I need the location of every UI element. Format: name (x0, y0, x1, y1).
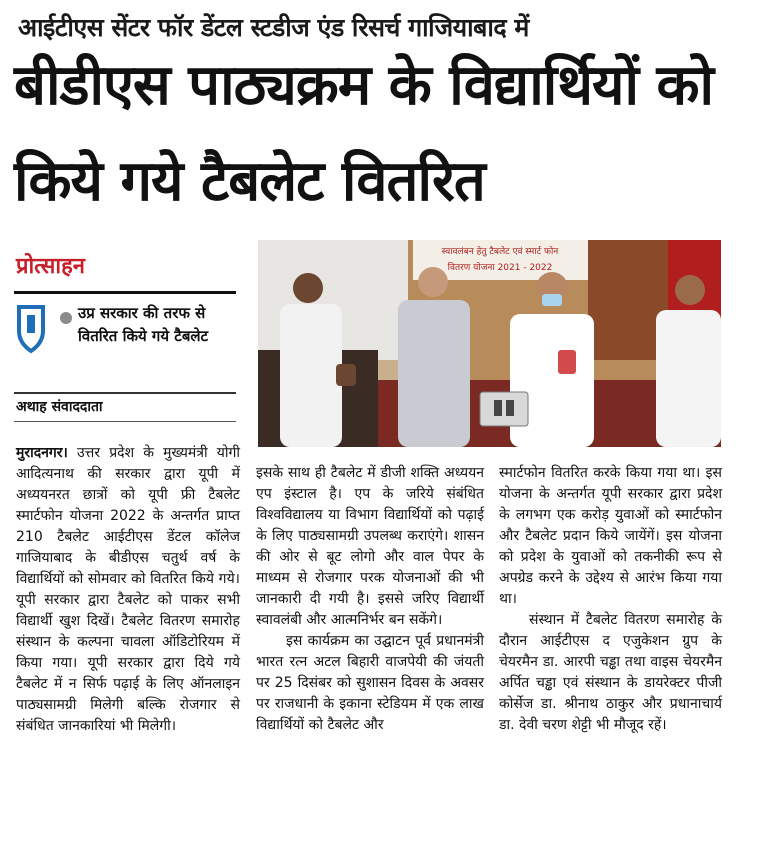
paragraph (16, 443, 240, 737)
byline-rule-top (14, 392, 236, 394)
banner-line-2: वितरण योजना 2021 - 2022 (447, 263, 553, 273)
kicker: आईटीएस सेंटर फॉर डेंटल स्टडीज एंड रिसर्च गाजियाबाद में (18, 13, 529, 42)
paragraph: संस्थान में टैबलेट वितरण समारोह के दौरान आईटीएस द एजुकेशन ग्रुप के चेयरमैन डा. आरपी चड्ढा तथा वाइस चेयरमैन अर्पित चड्ढा एवं संस्थान के डायरेक्टर पीजी कोर्सेज डा. श्रीनाथ ठाकुर और प्रधानाचार्य डा. देवी चरण शेट्टी भी मौजूद रहें। (499, 612, 722, 733)
highlight-text: उप्र सरकार की तरफ से वितरित किये गये टैबलेट (78, 304, 209, 345)
headline-line-2: किये गये टैबलेट वितरित (14, 149, 485, 214)
article-column-1 (16, 443, 240, 737)
event-photo (258, 240, 721, 447)
banner-line-1: स्वावलंबन हेतु टैबलेट एवं स्मार्ट फोन (441, 247, 559, 257)
newspaper-logo-icon (16, 303, 46, 355)
paragraph: इसके साथ ही टैबलेट में डीजी शक्ति अध्ययन एप इंस्टाल है। एप के जरिये संबंधित विश्वविद्यालय या विभाग विद्यार्थियों को पढ़ाई के लिए पाठ्यसामग्री उपलब्ध कराएंगे। शासन की ओर से बूट लोगो और वाल पेपर के माध्यम से रोजगार परक योजनाओं की भी जानकारी दी गयी है। इससे जरिए विद्यार्थी स्वावलंबी और आत्मनिर्भर बन सकेंगे। (256, 465, 484, 628)
byline-rule-bottom (14, 421, 236, 422)
dateline: मुरादनगर। (16, 445, 68, 461)
paragraph: इस कार्यक्रम का उद्घाटन पूर्व प्रधानमंत्री भारत रत्न अटल बिहारी वाजपेयी की जंयती पर 25 दिसंबर को सुशासन दिवस के अवसर पर राजधानी के इकाना स्टेडियम में एक लाख विद्यार्थियों को टैबलेट और (256, 633, 484, 733)
section-tag: प्रोत्साहन (16, 254, 85, 279)
paragraph-text: उत्तर प्रदेश के मुख्यमंत्री योगी आदित्यनाथ की सरकार द्वारा यूपी में अध्ययनरत छात्रों को यूपी फ्री टैबलेट स्मार्टफोन योजना 2022 के अन्तर्गत प्राप्त 210 टैबलेट आईटीएस डेंटल कॉलेज गाजियाबाद के बीडीएस चतुर्थ वर्ष के विद्यार्थियों को सोमवार को वितरित किये गये। यूपी सरकार द्वारा टैबलेट को पाकर सभी विद्यार्थी खुश दिखें। टैबलेट वितरण समारोह संस्थान के कल्पना चावला ऑडिटोरियम में किया गया। यूपी सरकार द्वारा दिये गये टैबलेट में न सिर्फ पढ़ाई के लिए ऑनलाइन पाठ्यसामग्री मिलेगी बल्कि रोजगार से संबंधित जानकारियां भी मिलेगी। (16, 445, 240, 734)
section-rule (14, 291, 236, 294)
byline: अथाह संवाददाता (16, 399, 103, 415)
headline-line-1: बीडीएस पाठ्यक्रम के विद्यार्थियों को (14, 53, 714, 118)
paragraph: स्मार्टफोन वितरित करके किया गया था। इस योजना के अन्तर्गत यूपी सरकार द्वारा प्रदेश के लगभग एक करोड़ युवाओं को स्मार्टफोन और टैबलेट प्रदान किये जायेंगें। इस योजना को प्रदेश के युवाओं को तकनीकी रूप से अपग्रेड करने के उद्देश्य से आरंभ किया गया था। (499, 465, 722, 607)
bullet-icon (60, 312, 72, 324)
tablet (480, 392, 528, 426)
article-column-3 (499, 463, 722, 736)
article-column-2 (256, 463, 484, 736)
